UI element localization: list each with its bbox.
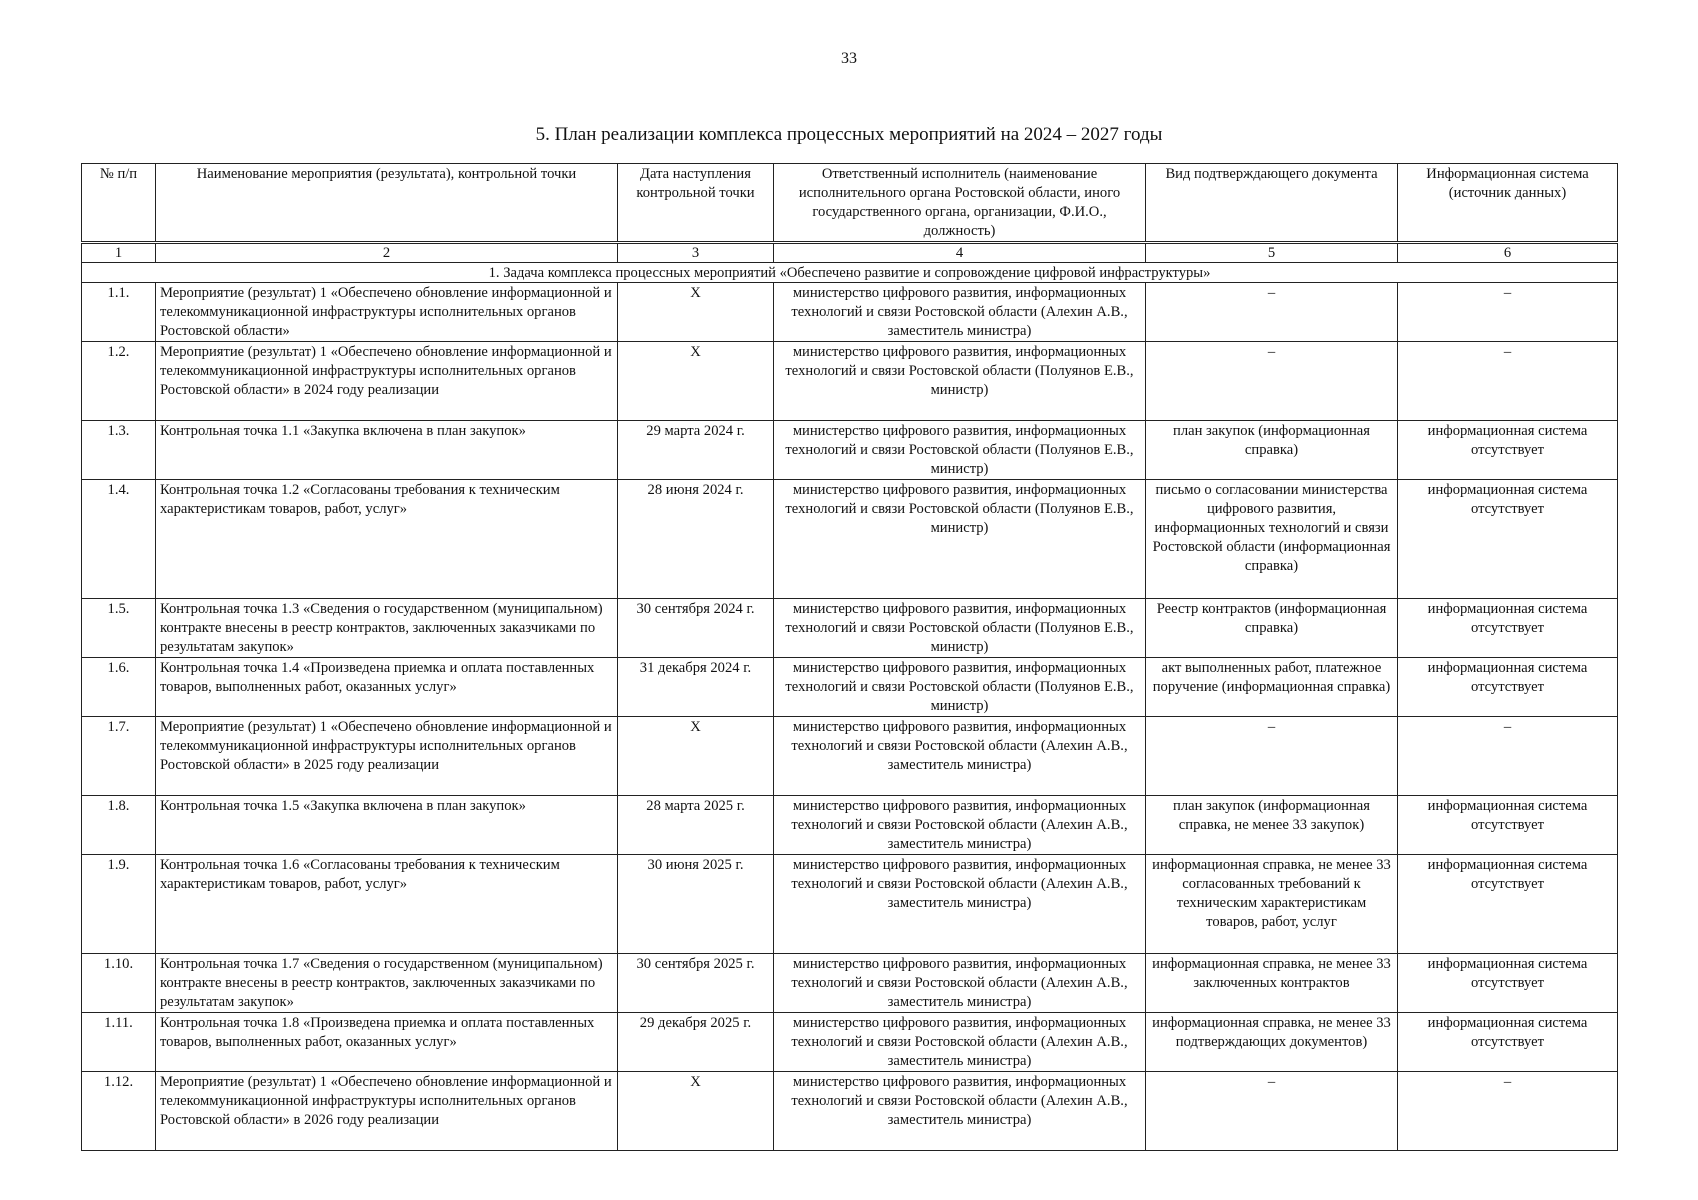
row-responsible: министерство цифрового развития, информационных технологий и связи Ростовской области (Алехин А.В., заместитель министра) bbox=[774, 717, 1146, 796]
table-row bbox=[82, 855, 1618, 954]
row-system: информационная система отсутствует bbox=[1398, 796, 1618, 855]
header-name: Наименование мероприятия (результата), контрольной точки bbox=[156, 164, 618, 243]
page-number: 33 bbox=[841, 50, 857, 67]
row-document: Реестр контрактов (информационная справка) bbox=[1146, 599, 1398, 658]
row-number: 1.1. bbox=[82, 283, 156, 342]
row-number: 1.4. bbox=[82, 480, 156, 599]
row-document: письмо о согласовании министерства цифрового развития, информационных технологий и связи Ростовской области (информационная справка) bbox=[1146, 480, 1398, 599]
row-number: 1.2. bbox=[82, 342, 156, 421]
row-responsible: министерство цифрового развития, информационных технологий и связи Ростовской области (Полуянов Е.В., министр) bbox=[774, 658, 1146, 717]
row-responsible: министерство цифрового развития, информационных технологий и связи Ростовской области (Полуянов Е.В., министр) bbox=[774, 342, 1146, 421]
row-name: Контрольная точка 1.2 «Согласованы требования к техническим характеристикам товаров, работ, услуг» bbox=[156, 480, 618, 599]
row-responsible: министерство цифрового развития, информационных технологий и связи Ростовской области (Полуянов Е.В., министр) bbox=[774, 421, 1146, 480]
table-row bbox=[82, 1072, 1618, 1151]
row-system: информационная система отсутствует bbox=[1398, 599, 1618, 658]
row-system: информационная система отсутствует bbox=[1398, 421, 1618, 480]
header-responsible: Ответственный исполнитель (наименование исполнительного органа Ростовской области, иного государственного органа, организации, Ф.И.О., должность) bbox=[774, 164, 1146, 243]
header-document: Вид подтверждающего документа bbox=[1146, 164, 1398, 243]
row-date: Х bbox=[618, 1072, 774, 1151]
task-row bbox=[82, 263, 1618, 283]
column-number-row bbox=[82, 243, 1618, 263]
row-system: информационная система отсутствует bbox=[1398, 1013, 1618, 1072]
table-row bbox=[82, 421, 1618, 480]
row-date: 30 сентября 2025 г. bbox=[618, 954, 774, 1013]
row-document: – bbox=[1146, 717, 1398, 796]
row-date: 28 марта 2025 г. bbox=[618, 796, 774, 855]
table-header-row bbox=[82, 164, 1618, 243]
row-number: 1.11. bbox=[82, 1013, 156, 1072]
plan-table bbox=[81, 163, 1618, 1151]
row-name: Контрольная точка 1.7 «Сведения о государственном (муниципальном) контракте внесены в реестр контрактов, заключенных заказчиками по результатам закупок» bbox=[156, 954, 618, 1013]
row-document: – bbox=[1146, 342, 1398, 421]
table-row bbox=[82, 658, 1618, 717]
row-date: Х bbox=[618, 717, 774, 796]
row-system: – bbox=[1398, 1072, 1618, 1151]
row-system: – bbox=[1398, 342, 1618, 421]
row-number: 1.5. bbox=[82, 599, 156, 658]
row-responsible: министерство цифрового развития, информационных технологий и связи Ростовской области (Алехин А.В., заместитель министра) bbox=[774, 1072, 1146, 1151]
column-number: 4 bbox=[774, 243, 1146, 263]
row-number: 1.7. bbox=[82, 717, 156, 796]
row-name: Контрольная точка 1.3 «Сведения о государственном (муниципальном) контракте внесены в реестр контрактов, заключенных заказчиками по результатам закупок» bbox=[156, 599, 618, 658]
row-system: – bbox=[1398, 717, 1618, 796]
table-row bbox=[82, 480, 1618, 599]
row-name: Контрольная точка 1.4 «Произведена приемка и оплата поставленных товаров, выполненных работ, оказанных услуг» bbox=[156, 658, 618, 717]
table-row bbox=[82, 717, 1618, 796]
row-document: информационная справка, не менее 33 заключенных контрактов bbox=[1146, 954, 1398, 1013]
row-number: 1.10. bbox=[82, 954, 156, 1013]
row-name: Мероприятие (результат) 1 «Обеспечено обновление информационной и телекоммуникационной инфраструктуры исполнительных органов Ростовской области» в 2024 году реализации bbox=[156, 342, 618, 421]
row-date: 30 сентября 2024 г. bbox=[618, 599, 774, 658]
row-date: 28 июня 2024 г. bbox=[618, 480, 774, 599]
row-date: 29 декабря 2025 г. bbox=[618, 1013, 774, 1072]
row-responsible: министерство цифрового развития, информационных технологий и связи Ростовской области (Полуянов Е.В., министр) bbox=[774, 480, 1146, 599]
row-name: Контрольная точка 1.1 «Закупка включена в план закупок» bbox=[156, 421, 618, 480]
row-number: 1.9. bbox=[82, 855, 156, 954]
table-row bbox=[82, 599, 1618, 658]
row-system: информационная система отсутствует bbox=[1398, 658, 1618, 717]
row-name: Контрольная точка 1.6 «Согласованы требования к техническим характеристикам товаров, работ, услуг» bbox=[156, 855, 618, 954]
row-responsible: министерство цифрового развития, информационных технологий и связи Ростовской области (Алехин А.В., заместитель министра) bbox=[774, 1013, 1146, 1072]
row-name: Мероприятие (результат) 1 «Обеспечено обновление информационной и телекоммуникационной инфраструктуры исполнительных органов Ростовской области» в 2026 году реализации bbox=[156, 1072, 618, 1151]
row-name: Мероприятие (результат) 1 «Обеспечено обновление информационной и телекоммуникационной инфраструктуры исполнительных органов Ростовской области» bbox=[156, 283, 618, 342]
row-document: информационная справка, не менее 33 подтверждающих документов) bbox=[1146, 1013, 1398, 1072]
row-document: – bbox=[1146, 1072, 1398, 1151]
column-number: 6 bbox=[1398, 243, 1618, 263]
row-number: 1.6. bbox=[82, 658, 156, 717]
row-date: 30 июня 2025 г. bbox=[618, 855, 774, 954]
row-name: Мероприятие (результат) 1 «Обеспечено обновление информационной и телекоммуникационной инфраструктуры исполнительных органов Ростовской области» в 2025 году реализации bbox=[156, 717, 618, 796]
row-responsible: министерство цифрового развития, информационных технологий и связи Ростовской области (Алехин А.В., заместитель министра) bbox=[774, 796, 1146, 855]
row-document: план закупок (информационная справка, не менее 33 закупок) bbox=[1146, 796, 1398, 855]
column-number: 3 bbox=[618, 243, 774, 263]
header-num: № п/п bbox=[82, 164, 156, 243]
row-system: информационная система отсутствует bbox=[1398, 855, 1618, 954]
row-document: акт выполненных работ, платежное поручение (информационная справка) bbox=[1146, 658, 1398, 717]
row-date: Х bbox=[618, 283, 774, 342]
row-date: 31 декабря 2024 г. bbox=[618, 658, 774, 717]
row-number: 1.3. bbox=[82, 421, 156, 480]
row-system: информационная система отсутствует bbox=[1398, 954, 1618, 1013]
row-document: информационная справка, не менее 33 согласованных требований к техническим характеристикам товаров, работ, услуг bbox=[1146, 855, 1398, 954]
row-responsible: министерство цифрового развития, информационных технологий и связи Ростовской области (Алехин А.В., заместитель министра) bbox=[774, 954, 1146, 1013]
table-row bbox=[82, 342, 1618, 421]
table-row bbox=[82, 954, 1618, 1013]
header-system: Информационная система (источник данных) bbox=[1398, 164, 1618, 243]
row-responsible: министерство цифрового развития, информационных технологий и связи Ростовской области (Полуянов Е.В., министр) bbox=[774, 599, 1146, 658]
column-number: 1 bbox=[82, 243, 156, 263]
row-system: информационная система отсутствует bbox=[1398, 480, 1618, 599]
row-document: – bbox=[1146, 283, 1398, 342]
row-name: Контрольная точка 1.8 «Произведена приемка и оплата поставленных товаров, выполненных работ, оказанных услуг» bbox=[156, 1013, 618, 1072]
table-row bbox=[82, 283, 1618, 342]
column-number: 5 bbox=[1146, 243, 1398, 263]
table-row bbox=[82, 1013, 1618, 1072]
table-row bbox=[82, 796, 1618, 855]
row-date: Х bbox=[618, 342, 774, 421]
column-number: 2 bbox=[156, 243, 618, 263]
row-system: – bbox=[1398, 283, 1618, 342]
header-date: Дата наступления контрольной точки bbox=[618, 164, 774, 243]
row-date: 29 марта 2024 г. bbox=[618, 421, 774, 480]
page-title: 5. План реализации комплекса процессных мероприятий на 2024 – 2027 годы bbox=[535, 124, 1163, 145]
row-number: 1.8. bbox=[82, 796, 156, 855]
row-document: план закупок (информационная справка) bbox=[1146, 421, 1398, 480]
row-name: Контрольная точка 1.5 «Закупка включена в план закупок» bbox=[156, 796, 618, 855]
task-title: 1. Задача комплекса процессных мероприятий «Обеспечено развитие и сопровождение цифровой инфраструктуры» bbox=[82, 263, 1618, 283]
row-number: 1.12. bbox=[82, 1072, 156, 1151]
row-responsible: министерство цифрового развития, информационных технологий и связи Ростовской области (Алехин А.В., заместитель министра) bbox=[774, 283, 1146, 342]
row-responsible: министерство цифрового развития, информационных технологий и связи Ростовской области (Алехин А.В., заместитель министра) bbox=[774, 855, 1146, 954]
